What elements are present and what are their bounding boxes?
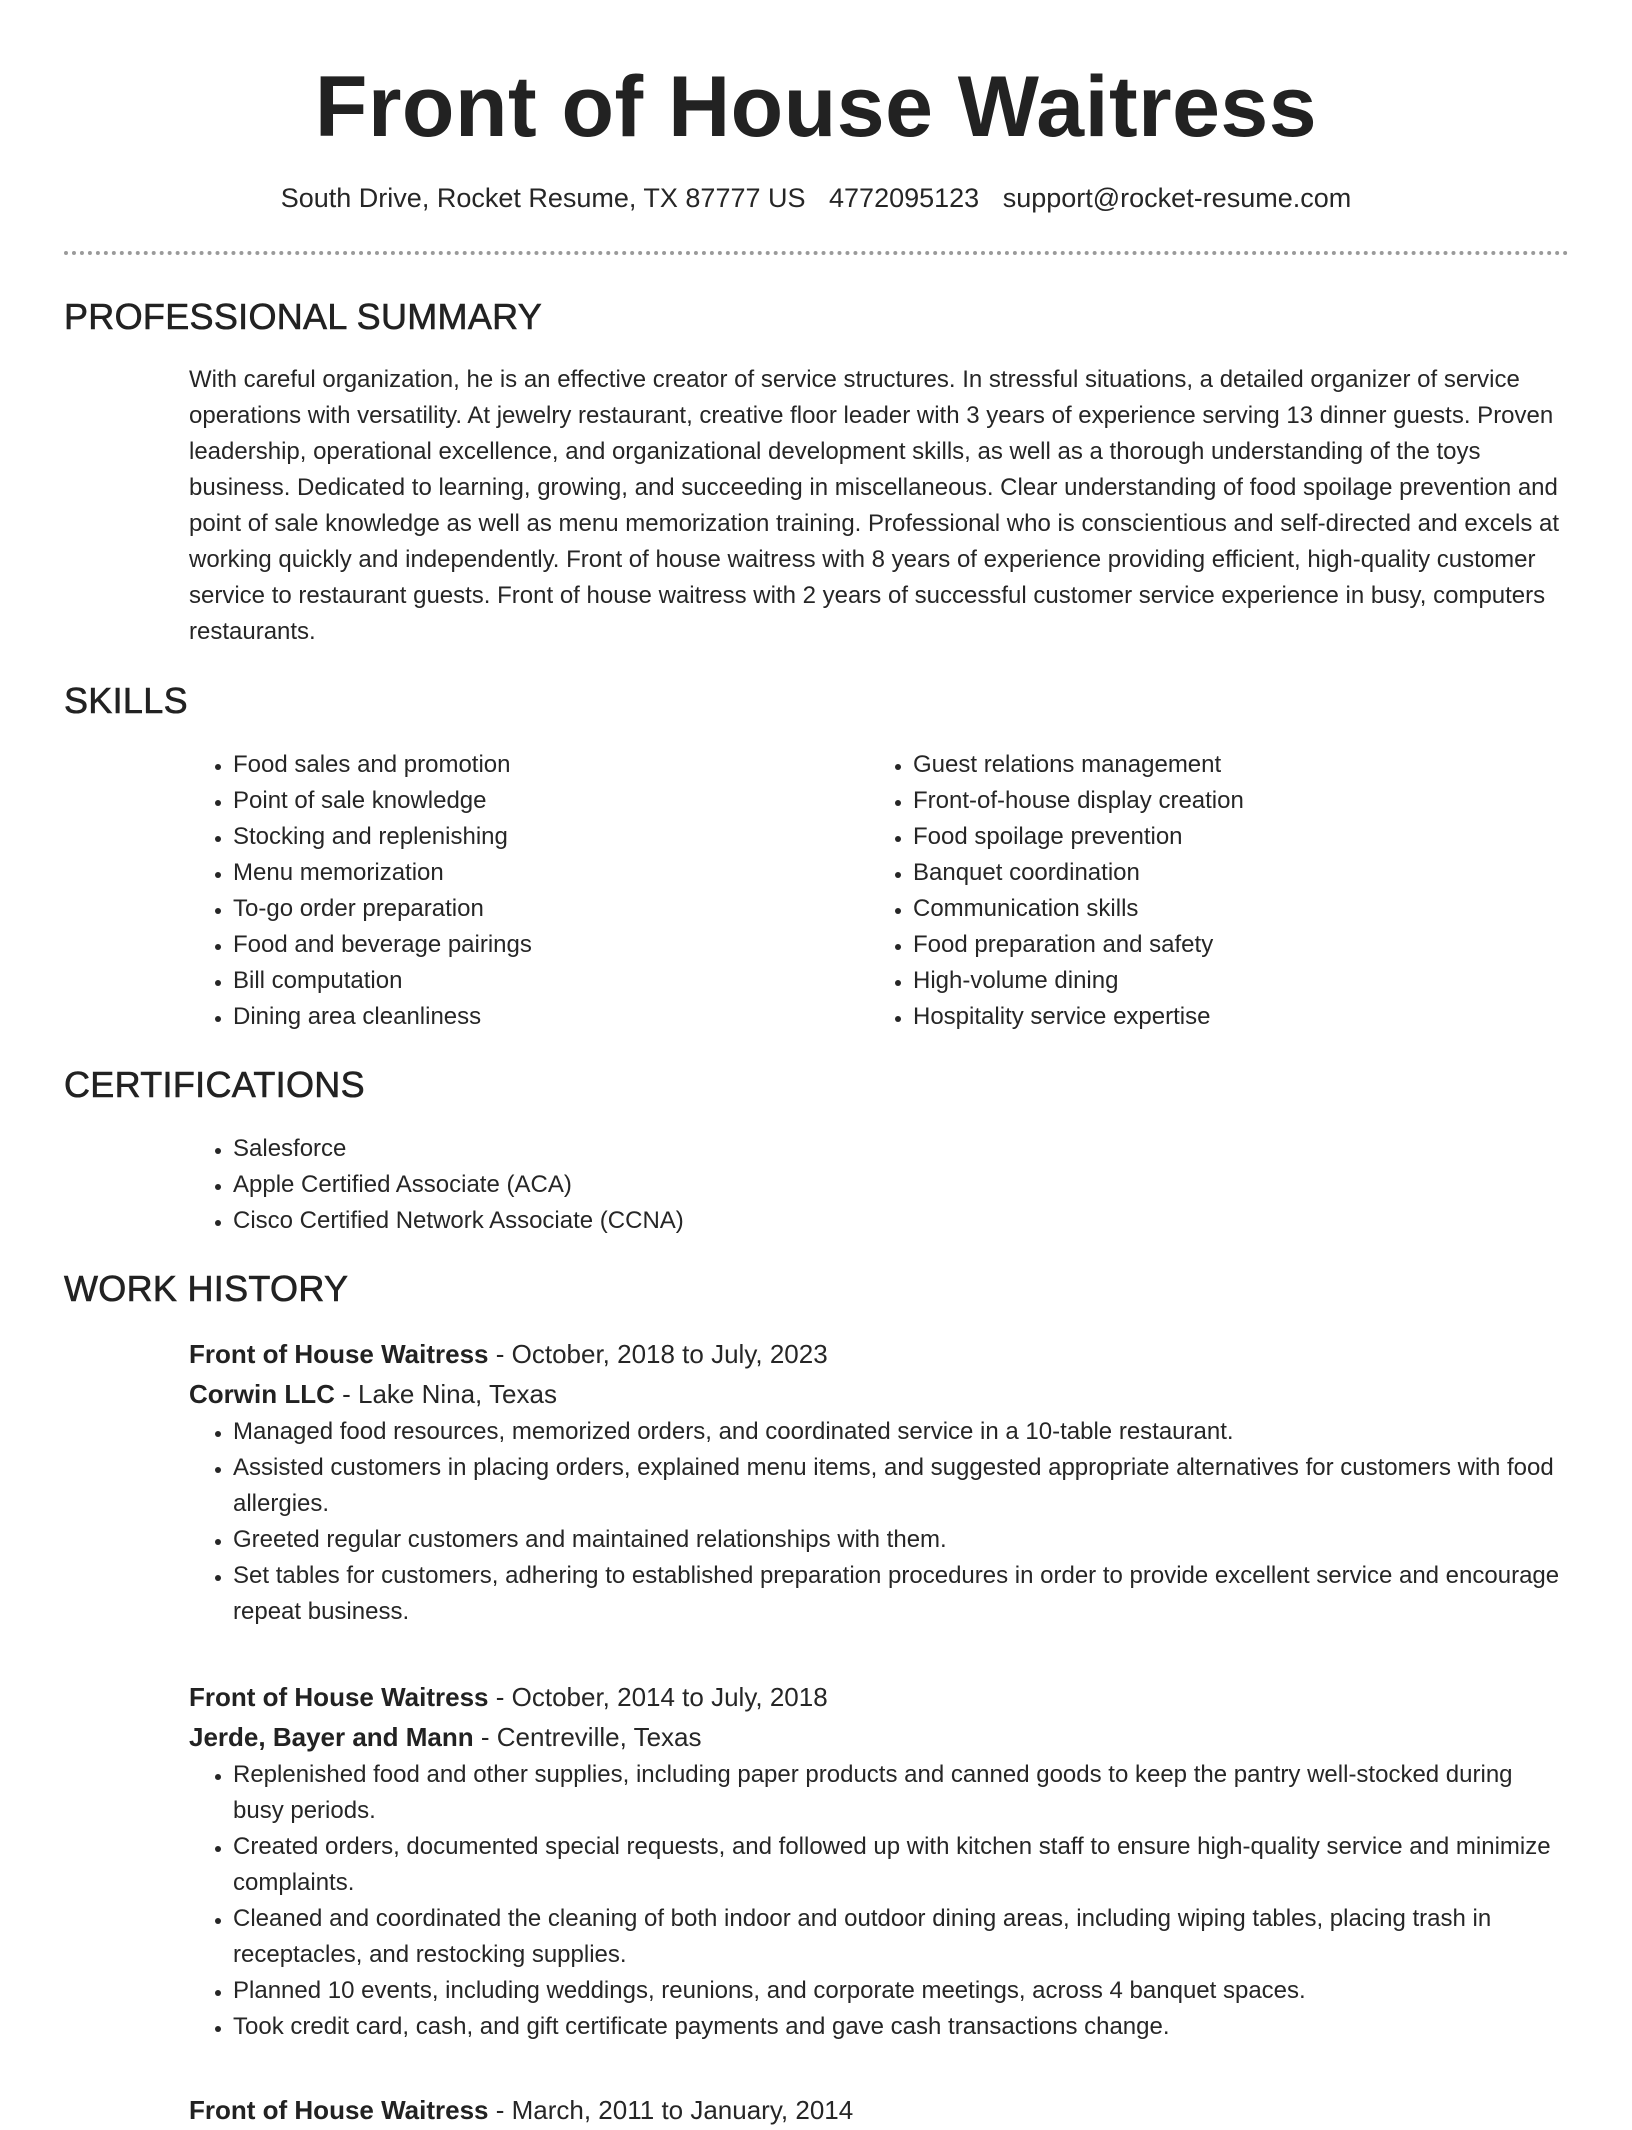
skills-column-left	[189, 747, 829, 1035]
job-entry	[189, 2090, 1569, 2130]
skill-item: • Hospitality service expertise	[913, 999, 1509, 1035]
job-company-line	[189, 1374, 1569, 1414]
header-divider	[64, 251, 1569, 255]
summary-text: With careful organization, he is an effective creator of service structures. In stressful situations, a detailed organizer of service operations with versatility. At jewelry restaurant, creative floor leader with 3 years of experience serving 13 dinner guests. Proven leadership, operational excellence, and organizational development skills, as well as a thorough understanding of the toys business. Dedicated to learning, growing, and succeeding in miscellaneous. Clear understanding of food spoilage prevention and point of sale knowledge as well as menu memorization training. Professional who is conscientious and self-directed and excels at working quickly and independently. Front of house waitress with 8 years of experience providing efficient, high-quality customer service to restaurant guests. Front of house waitress with 2 years of successful customer service experience in busy, computers restaurants.	[189, 366, 1560, 645]
job-bullet: • Cleaned and coordinated the cleaning of both indoor and outdoor dining areas, including wiping tables, placing trash in receptacles, and restocking supplies.	[233, 1901, 1569, 1973]
job-company: Jerde, Bayer and Mann	[189, 1722, 474, 1752]
section-title-work-history: WORK HISTORY	[64, 1268, 349, 1309]
job-bullet: • Greeted regular customers and maintained relationships with them.	[233, 1522, 1569, 1558]
skill-item: • Banquet coordination	[913, 855, 1509, 891]
skill-item: • Food spoilage prevention	[913, 819, 1509, 855]
resume-name: Front of House Waitress	[314, 59, 1318, 155]
skill-item: • Guest relations management	[913, 747, 1509, 783]
job-location: - Lake Nina, Texas	[334, 1379, 557, 1409]
skill-item: • Stocking and replenishing	[233, 819, 829, 855]
job-bullet: • Created orders, documented special requests, and followed up with kitchen staff to ensure high-quality service and minimize complaints.	[233, 1829, 1569, 1901]
skills-column-right	[869, 747, 1509, 1035]
job-company-line	[189, 1717, 1569, 1757]
job-bullet: • Replenished food and other supplies, including paper products and canned goods to keep the pantry well-stocked during busy periods.	[233, 1757, 1569, 1829]
job-bullets	[189, 1757, 1569, 2045]
contact-line	[0, 180, 1632, 216]
certifications-section	[189, 1131, 1569, 1239]
contact-email[interactable]: support@rocket-resume.com	[1002, 183, 1352, 213]
contact-address: South Drive, Rocket Resume, TX 87777 US	[280, 183, 806, 213]
skills-list-right	[869, 747, 1509, 1035]
job-role: Front of House Waitress	[189, 1339, 489, 1369]
job-bullet: • Took credit card, cash, and gift certificate payments and gave cash transactions change.	[233, 2009, 1569, 2045]
section-title-summary: PROFESSIONAL SUMMARY	[64, 296, 543, 337]
section-title-skills: SKILLS	[64, 680, 188, 721]
job-entry	[189, 1334, 1569, 1630]
job-bullet: • Managed food resources, memorized orders, and coordinated service in a 10-table restaurant.	[233, 1414, 1569, 1450]
skill-item: • Food preparation and safety	[913, 927, 1509, 963]
contact-phone: 4772095123	[829, 183, 980, 213]
job-title-line	[189, 1334, 1569, 1374]
job-bullet: • Planned 10 events, including weddings, reunions, and corporate meetings, across 4 banquet spaces.	[233, 1973, 1569, 2009]
summary-section	[189, 362, 1569, 650]
job-dates: - October, 2018 to July, 2023	[488, 1339, 828, 1369]
certification-item: • Salesforce	[233, 1131, 1569, 1167]
section-title-certifications: CERTIFICATIONS	[64, 1064, 365, 1105]
skill-item: • To-go order preparation	[233, 891, 829, 927]
skill-item: • Front-of-house display creation	[913, 783, 1509, 819]
job-dates: - October, 2014 to July, 2018	[488, 1682, 828, 1712]
skill-item: • Food sales and promotion	[233, 747, 829, 783]
skills-list-left	[189, 747, 829, 1035]
job-dates: - March, 2011 to January, 2014	[488, 2095, 854, 2125]
job-bullet: • Assisted customers in placing orders, explained menu items, and suggested appropriate alternatives for customers with food allergies.	[233, 1450, 1569, 1522]
job-bullet: • Set tables for customers, adhering to established preparation procedures in order to provide excellent service and encourage repeat business.	[233, 1558, 1569, 1630]
certification-item: • Apple Certified Associate (ACA)	[233, 1167, 1569, 1203]
skill-item: • High-volume dining	[913, 963, 1509, 999]
job-entry	[189, 1677, 1569, 2045]
certification-item: • Cisco Certified Network Associate (CCNA)	[233, 1203, 1569, 1239]
skill-item: • Dining area cleanliness	[233, 999, 829, 1035]
skill-item: • Menu memorization	[233, 855, 829, 891]
skill-item: • Communication skills	[913, 891, 1509, 927]
skill-item: • Point of sale knowledge	[233, 783, 829, 819]
skill-item: • Food and beverage pairings	[233, 927, 829, 963]
job-title-line	[189, 2090, 1569, 2130]
job-role: Front of House Waitress	[189, 1682, 489, 1712]
skill-item: • Bill computation	[233, 963, 829, 999]
job-title-line	[189, 1677, 1569, 1717]
certifications-list	[189, 1131, 1569, 1239]
job-bullets	[189, 1414, 1569, 1630]
job-company: Corwin LLC	[189, 1379, 335, 1409]
job-location: - Centreville, Texas	[473, 1722, 702, 1752]
job-role: Front of House Waitress	[189, 2095, 489, 2125]
